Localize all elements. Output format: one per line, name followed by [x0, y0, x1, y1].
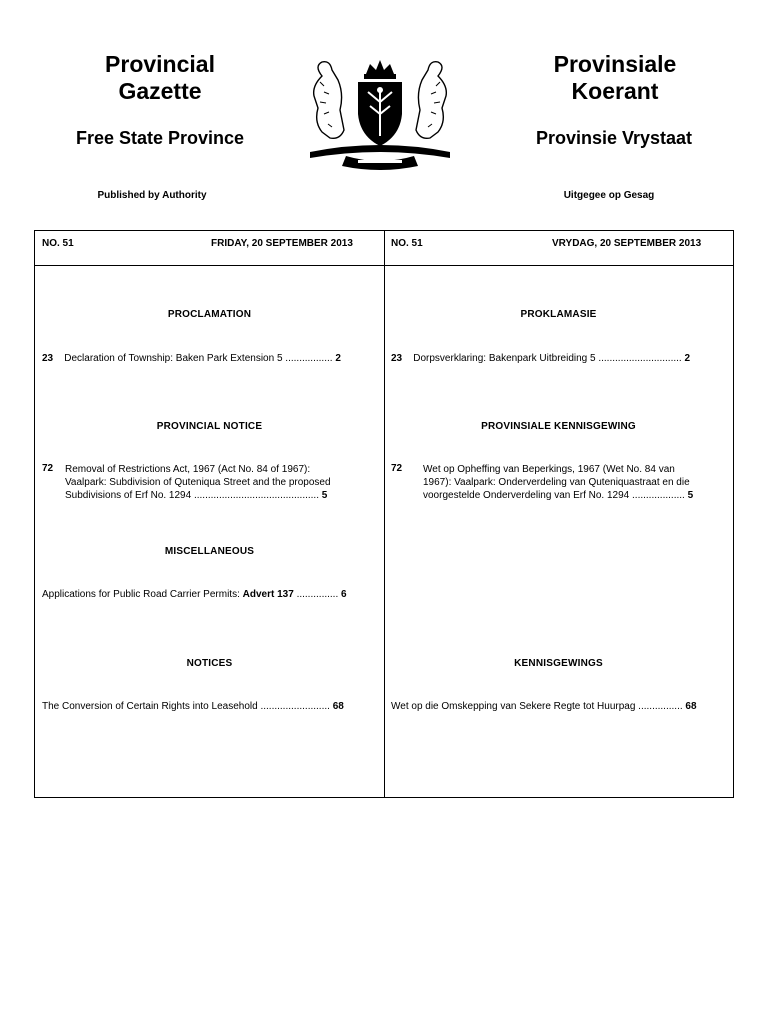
- gazette-title-af-2: Koerant: [571, 78, 659, 104]
- page-number: 68: [332, 701, 344, 712]
- authority-en: Published by Authority: [97, 190, 207, 201]
- entry-title: Applications for Public Road Carrier Permits:: [42, 589, 240, 600]
- kennisgewings-heading: KENNISGEWINGS: [514, 658, 603, 669]
- entry-number: 23: [391, 353, 403, 364]
- proclamation-heading: PROCLAMATION: [167, 309, 252, 320]
- header-divider: [35, 265, 733, 266]
- advert-label: Advert 137: [242, 589, 294, 600]
- province-name-en: Free State Province: [75, 128, 245, 148]
- notices-entry-af[interactable]: [391, 700, 729, 713]
- miscellaneous-entry[interactable]: [42, 588, 376, 601]
- issue-date-af: VRYDAG, 20 SEPTEMBER 2013: [552, 238, 702, 249]
- page-number: 2: [684, 353, 691, 364]
- entry-title: Dorpsverklaring: Bakenpark Uitbreiding 5 ..............................: [413, 353, 682, 364]
- miscellaneous-heading: MISCELLANEOUS: [164, 546, 255, 557]
- page-number: 5: [321, 490, 328, 501]
- leader-dots: ...............: [296, 589, 339, 600]
- page-number: 5: [687, 490, 694, 501]
- proclamation-entry-af[interactable]: [391, 352, 727, 365]
- proklamasie-heading: PROKLAMASIE: [520, 309, 597, 320]
- entry-title: Wet op die Omskepping van Sekere Regte tot Huurpag ................: [391, 701, 683, 712]
- gazette-title-en-2: Gazette: [118, 78, 202, 104]
- coat-of-arms-icon: [300, 56, 460, 174]
- entry-line: Removal of Restrictions Act, 1967 (Act No. 84 of 1967):: [65, 464, 311, 475]
- proclamation-entry-en[interactable]: [42, 352, 376, 365]
- entry-line: voorgestelde Onderverdeling van Erf No. 1294 ...................: [423, 490, 685, 501]
- entry-title: Declaration of Township: Baken Park Extension 5 .................: [64, 353, 333, 364]
- entry-line: 1967): Vaalpark: Onderverdeling van Quteniquastraat en die: [423, 477, 690, 488]
- page-number: 2: [335, 353, 341, 364]
- contents-table: [34, 230, 734, 798]
- authority-af: Uitgegee op Gesag: [563, 190, 655, 201]
- gazette-title-af-1: Provinsiale: [553, 51, 677, 77]
- issue-number-af: NO. 51: [391, 238, 423, 249]
- province-name-af: Provinsie Vrystaat: [535, 128, 693, 148]
- entry-line: Subdivisions of Erf No. 1294 .............................................: [65, 490, 319, 501]
- entry-number: 72: [391, 463, 403, 474]
- issue-date-en: FRIDAY, 20 SEPTEMBER 2013: [211, 238, 353, 249]
- issue-number-en: NO. 51: [42, 238, 74, 249]
- provincial-notice-entry-af[interactable]: [423, 463, 728, 502]
- notices-entry-en[interactable]: [42, 700, 376, 713]
- provincial-notice-heading: PROVINCIAL NOTICE: [156, 421, 263, 432]
- entry-number: 23: [42, 353, 54, 364]
- notices-heading: NOTICES: [186, 658, 233, 669]
- provinsiale-kennisgewing-heading: PROVINSIALE KENNISGEWING: [481, 421, 636, 432]
- entry-title: The Conversion of Certain Rights into Leasehold .........................: [42, 701, 330, 712]
- entry-line: Wet op Opheffing van Beperkings, 1967 (Wet No. 84 van: [423, 464, 675, 475]
- provincial-notice-entry-en[interactable]: [65, 463, 377, 502]
- gazette-title-en-1: Provincial: [105, 51, 215, 77]
- entry-line: Vaalpark: Subdivision of Quteniqua Street and the proposed: [65, 477, 331, 488]
- page-number: 6: [341, 589, 347, 600]
- page-number: 68: [685, 701, 697, 712]
- entry-number: 72: [42, 463, 54, 474]
